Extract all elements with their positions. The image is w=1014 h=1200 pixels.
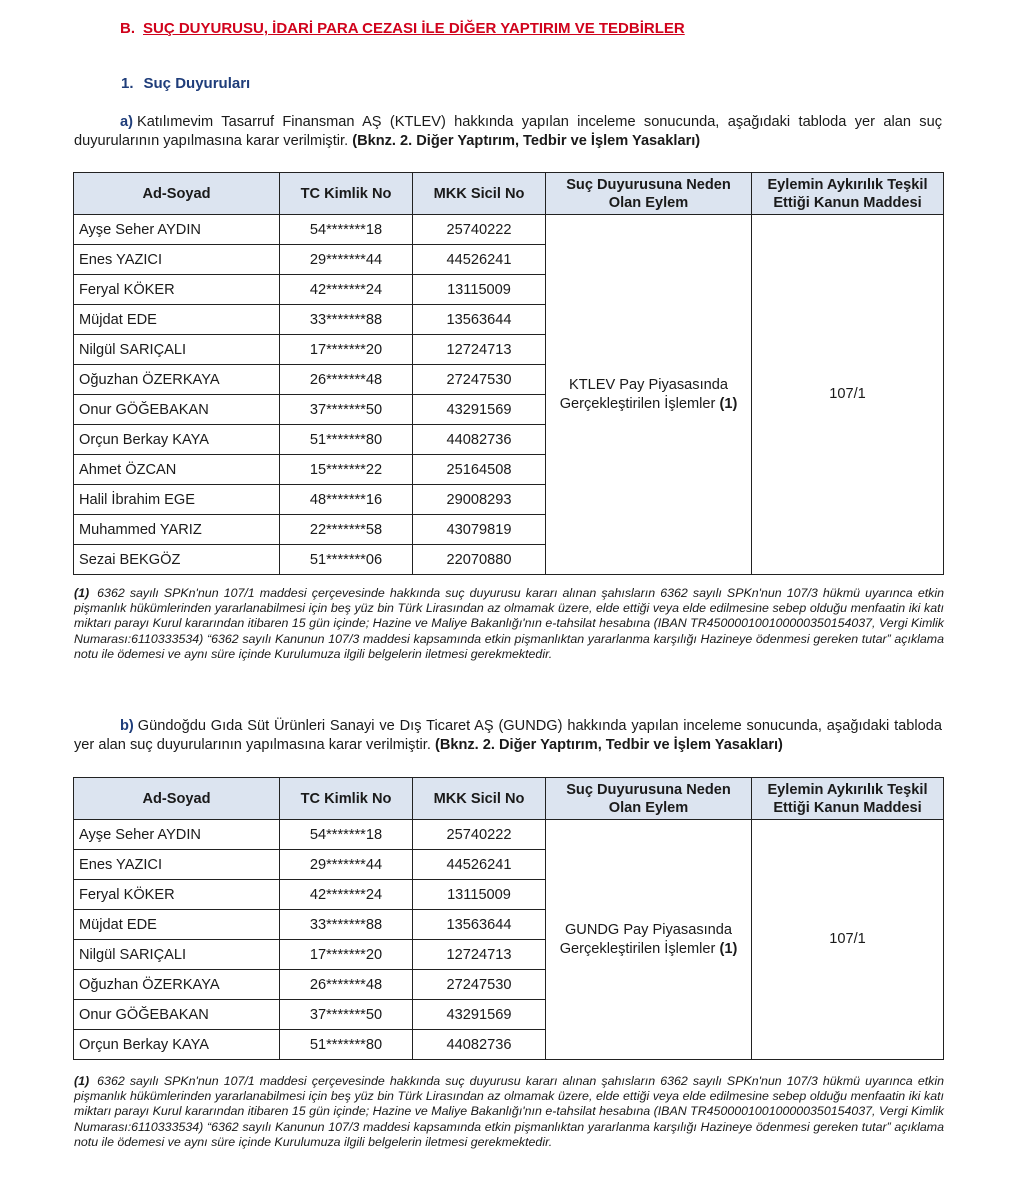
footnote-b — [74, 1074, 944, 1150]
cell-mkk: 13115009 — [413, 880, 546, 910]
cell-tc: 37*******50 — [280, 395, 413, 425]
cell-mkk: 22070880 — [413, 545, 546, 575]
paragraph-b — [74, 717, 942, 755]
cell-tc: 54*******18 — [280, 215, 413, 245]
cell-tc: 42*******24 — [280, 275, 413, 305]
cell-name: Ayşe Seher AYDIN — [74, 215, 280, 245]
footnote-a-text: 6362 sayılı SPKn'nun 107/1 maddesi çerçevesinde hakkında suç duyurusu kararı alınan şahısların 6362 sayılı SPKn'nun 107/3 hükmü uyarınca etkin pişmanlık hükümlerinden yararlanabilmesi için beş yüz bin Türk Lirasından az olmamak üzere, elde ettiği veya elde edilmesine sebep olduğu menfaatin iki katı miktarı parayı Kurul kararından itibaren 15 gün içinde; Hazine ve Maliye Bakanlığı'nın e-tahsilat hesabına (IBAN TR450000100100000350154037, Vergi Kimlik Numarası:6110333534) “6362 sayılı Kanunun 107/3 maddesi kapsamında etkin pişmanlıktan yararlanma karşılığı Hazineye ödenmesi gereken tutar” açıklama notu ile ödemesi ve aynı süre içinde Kurulumuza ilgili belgelerin iletmesi gerekmektedir. — [74, 586, 944, 661]
table-row — [74, 215, 944, 245]
cell-name: Sezai BEKGÖZ — [74, 545, 280, 575]
cell-name: Ayşe Seher AYDIN — [74, 820, 280, 850]
cell-tc: 29*******44 — [280, 850, 413, 880]
cell-mkk: 43291569 — [413, 1000, 546, 1030]
cell-mkk: 25740222 — [413, 820, 546, 850]
header-act: Suç Duyurusuna Neden Olan Eylem — [546, 778, 752, 820]
cell-name: Orçun Berkay KAYA — [74, 1030, 280, 1060]
cell-mkk: 43079819 — [413, 515, 546, 545]
act-text: GUNDG Pay Piyasasında Gerçekleştirilen İşlemler — [559, 921, 733, 957]
paragraph-b-text: Gündoğdu Gıda Süt Ürünleri Sanayi ve Dış Ticaret AŞ (GUNDG) hakkında yapılan inceleme sonucunda, aşağıdaki tabloda yer alan suç duyurularının yapılmasına karar verilmiştir. — [74, 718, 942, 753]
paragraph-a-text: Katılımevim Tasarruf Finansman AŞ (KTLEV) hakkında yapılan inceleme sonucunda, aşağıdaki tabloda yer alan suç duyurularının yapılmasına karar verilmiştir. — [74, 114, 942, 149]
paragraph-a-reference: (Bknz. 2. Diğer Yaptırım, Tedbir ve İşlem Yasakları) — [352, 133, 701, 149]
cell-mkk: 44526241 — [413, 850, 546, 880]
header-name: Ad-Soyad — [74, 778, 280, 820]
section-title: SUÇ DUYURUSU, İDARİ PARA CEZASI İLE DİĞER YAPTIRIM VE TEDBİRLER — [143, 20, 685, 37]
cell-name: Halil İbrahim EGE — [74, 485, 280, 515]
cell-mkk: 44082736 — [413, 425, 546, 455]
cell-tc: 26*******48 — [280, 365, 413, 395]
header-mkk: MKK Sicil No — [413, 778, 546, 820]
criminal-complaint-table-b — [73, 777, 944, 1060]
cell-tc: 42*******24 — [280, 880, 413, 910]
subsection-number: 1. — [121, 75, 134, 92]
table-header-row — [74, 173, 944, 215]
header-law: Eylemin Aykırılık Teşkil Ettiği Kanun Maddesi — [752, 778, 944, 820]
cell-mkk: 13115009 — [413, 275, 546, 305]
cell-mkk: 44082736 — [413, 1030, 546, 1060]
cell-name: Nilgül SARIÇALI — [74, 940, 280, 970]
cell-name: Müjdat EDE — [74, 305, 280, 335]
paragraph-b-reference: (Bknz. 2. Diğer Yaptırım, Tedbir ve İşlem Yasakları) — [434, 737, 783, 753]
cell-name: Oğuzhan ÖZERKAYA — [74, 970, 280, 1000]
cell-act — [546, 820, 752, 1060]
cell-name: Feryal KÖKER — [74, 880, 280, 910]
cell-mkk: 13563644 — [413, 305, 546, 335]
cell-name: Enes YAZICI — [74, 245, 280, 275]
cell-tc: 48*******16 — [280, 485, 413, 515]
cell-name: Ahmet ÖZCAN — [74, 455, 280, 485]
section-heading — [120, 20, 685, 37]
footnote-a-number: (1) — [74, 586, 90, 600]
paragraph-b-label: b) — [120, 718, 134, 734]
cell-tc: 17*******20 — [280, 335, 413, 365]
cell-name: Orçun Berkay KAYA — [74, 425, 280, 455]
cell-name: Onur GÖĞEBAKAN — [74, 395, 280, 425]
cell-tc: 51*******06 — [280, 545, 413, 575]
cell-tc: 51*******80 — [280, 425, 413, 455]
cell-mkk: 27247530 — [413, 365, 546, 395]
table-header-row — [74, 778, 944, 820]
header-tc: TC Kimlik No — [280, 778, 413, 820]
cell-tc: 26*******48 — [280, 970, 413, 1000]
header-name: Ad-Soyad — [74, 173, 280, 215]
footnote-a — [74, 586, 944, 662]
cell-tc: 33*******88 — [280, 910, 413, 940]
header-mkk: MKK Sicil No — [413, 173, 546, 215]
cell-mkk: 13563644 — [413, 910, 546, 940]
cell-law-article: 107/1 — [752, 820, 944, 1060]
act-footnote-ref: (1) — [719, 940, 738, 957]
cell-tc: 51*******80 — [280, 1030, 413, 1060]
cell-tc: 29*******44 — [280, 245, 413, 275]
cell-name: Muhammed YARIZ — [74, 515, 280, 545]
paragraph-a-label: a) — [120, 114, 133, 130]
section-letter: B. — [120, 20, 135, 37]
cell-name: Feryal KÖKER — [74, 275, 280, 305]
footnote-b-number: (1) — [74, 1074, 90, 1088]
cell-act — [546, 215, 752, 575]
footnote-b-text: 6362 sayılı SPKn'nun 107/1 maddesi çerçevesinde hakkında suç duyurusu kararı alınan şahısların 6362 sayılı SPKn'nun 107/3 hükmü uyarınca etkin pişmanlık hükümlerinden yararlanabilmesi için beş yüz bin Türk Lirasından az olmamak üzere, elde ettiği veya elde edilmesine sebep olduğu menfaatin iki katı miktarı parayı Kurul kararından itibaren 15 gün içinde; Hazine ve Maliye Bakanlığı'nın e-tahsilat hesabına (IBAN TR450000100100000350154037, Vergi Kimlik Numarası:6110333534) “6362 sayılı Kanunun 107/3 maddesi kapsamında etkin pişmanlıktan yararlanma karşılığı Hazineye ödenmesi gereken tutar” açıklama notu ile ödemesi ve aynı süre içinde Kurulumuza ilgili belgelerin iletmesi gerekmektedir. — [74, 1074, 944, 1149]
cell-name: Müjdat EDE — [74, 910, 280, 940]
cell-name: Nilgül SARIÇALI — [74, 335, 280, 365]
cell-mkk: 12724713 — [413, 940, 546, 970]
cell-law-article: 107/1 — [752, 215, 944, 575]
cell-tc: 22*******58 — [280, 515, 413, 545]
criminal-complaint-table-a — [73, 172, 944, 575]
cell-tc: 54*******18 — [280, 820, 413, 850]
paragraph-a — [74, 113, 942, 151]
cell-mkk: 27247530 — [413, 970, 546, 1000]
act-footnote-ref: (1) — [719, 395, 738, 412]
subsection-title: Suç Duyuruları — [143, 75, 251, 92]
header-tc: TC Kimlik No — [280, 173, 413, 215]
cell-mkk: 29008293 — [413, 485, 546, 515]
table-row — [74, 820, 944, 850]
cell-mkk: 43291569 — [413, 395, 546, 425]
cell-tc: 15*******22 — [280, 455, 413, 485]
cell-mkk: 44526241 — [413, 245, 546, 275]
cell-name: Enes YAZICI — [74, 850, 280, 880]
cell-tc: 17*******20 — [280, 940, 413, 970]
cell-tc: 37*******50 — [280, 1000, 413, 1030]
act-text: KTLEV Pay Piyasasında Gerçekleştirilen İşlemler — [559, 376, 728, 412]
header-act: Suç Duyurusuna Neden Olan Eylem — [546, 173, 752, 215]
cell-mkk: 25740222 — [413, 215, 546, 245]
header-law: Eylemin Aykırılık Teşkil Ettiği Kanun Maddesi — [752, 173, 944, 215]
cell-tc: 33*******88 — [280, 305, 413, 335]
cell-name: Oğuzhan ÖZERKAYA — [74, 365, 280, 395]
cell-mkk: 25164508 — [413, 455, 546, 485]
cell-mkk: 12724713 — [413, 335, 546, 365]
cell-name: Onur GÖĞEBAKAN — [74, 1000, 280, 1030]
subsection-heading — [121, 75, 250, 92]
